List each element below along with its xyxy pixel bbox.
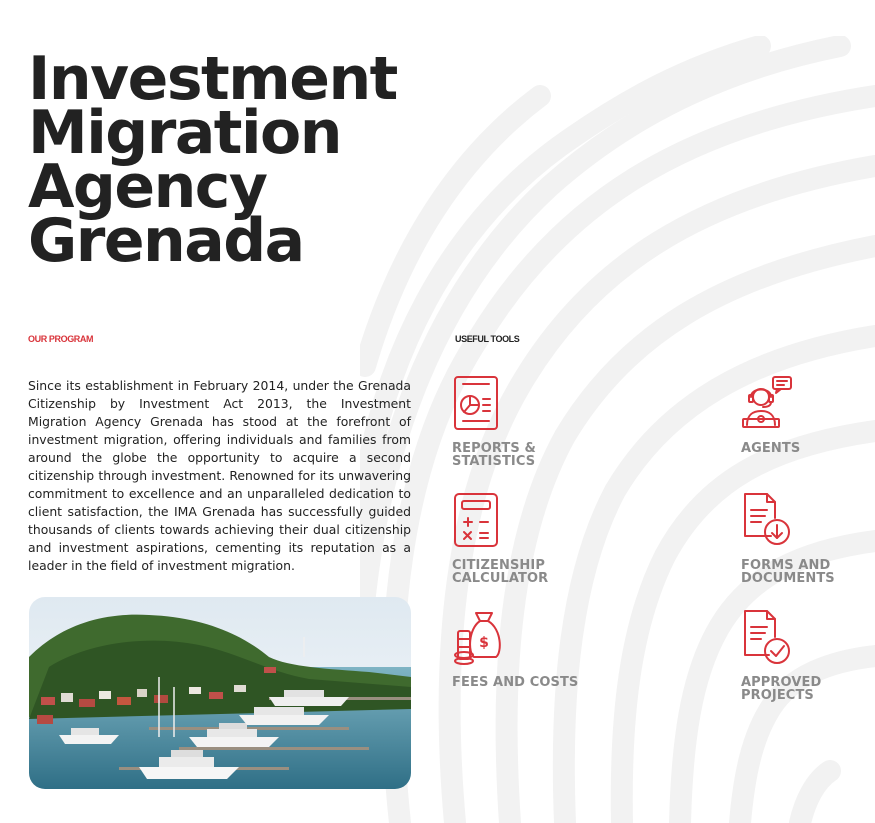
money-bag-icon	[452, 609, 504, 665]
tool-label: APPROVED PROJECTS	[741, 675, 822, 703]
program-description: Since its establishment in February 2014, under the Grenada Citizenship by Investment Act 2013, the Investment Migration Agency Grenada has stood at the forefront of investment migration, offering individuals and families from around the globe the opportunity to acquire a second citizenship through investment. Renowned for its unwavering commitment to excellence and an unparalleled dedication to client satisfaction, the IMA Grenada has successfully guided thousands of clients towards achieving their dual citizenship and investment aspirations, cementing its reputation as a leader in the field of investment migration.	[28, 378, 411, 573]
tool-label: FORMS AND DOCUMENTS	[741, 558, 835, 586]
tool-approved-projects[interactable]	[741, 609, 875, 702]
tool-forms-documents[interactable]	[741, 492, 875, 585]
tool-agents[interactable]	[741, 375, 875, 456]
tool-label: FEES AND COSTS	[452, 675, 579, 690]
title-line: Migration	[28, 98, 341, 168]
title-line: Grenada	[28, 206, 304, 276]
tool-fees-costs[interactable]	[452, 609, 592, 690]
calculator-icon	[452, 492, 504, 548]
title-line: Agency	[28, 152, 267, 222]
useful-tools-label: USEFUL TOOLS	[455, 334, 520, 344]
svg-text:$: $	[479, 635, 489, 651]
tool-reports-statistics[interactable]	[452, 375, 592, 468]
tool-citizenship-calculator[interactable]	[452, 492, 592, 585]
tool-label: CITIZENSHIP CALCULATOR	[452, 558, 549, 586]
agent-headset-icon	[741, 375, 793, 431]
report-chart-icon	[452, 375, 504, 431]
tool-label: AGENTS	[741, 441, 801, 456]
page-title	[28, 44, 448, 276]
document-download-icon	[741, 492, 793, 548]
our-program-label: OUR PROGRAM	[28, 334, 94, 344]
document-check-icon	[741, 609, 793, 665]
title-line: Investment	[28, 44, 397, 114]
marina-photo	[29, 597, 411, 789]
tool-label: REPORTS & STATISTICS	[452, 441, 536, 469]
